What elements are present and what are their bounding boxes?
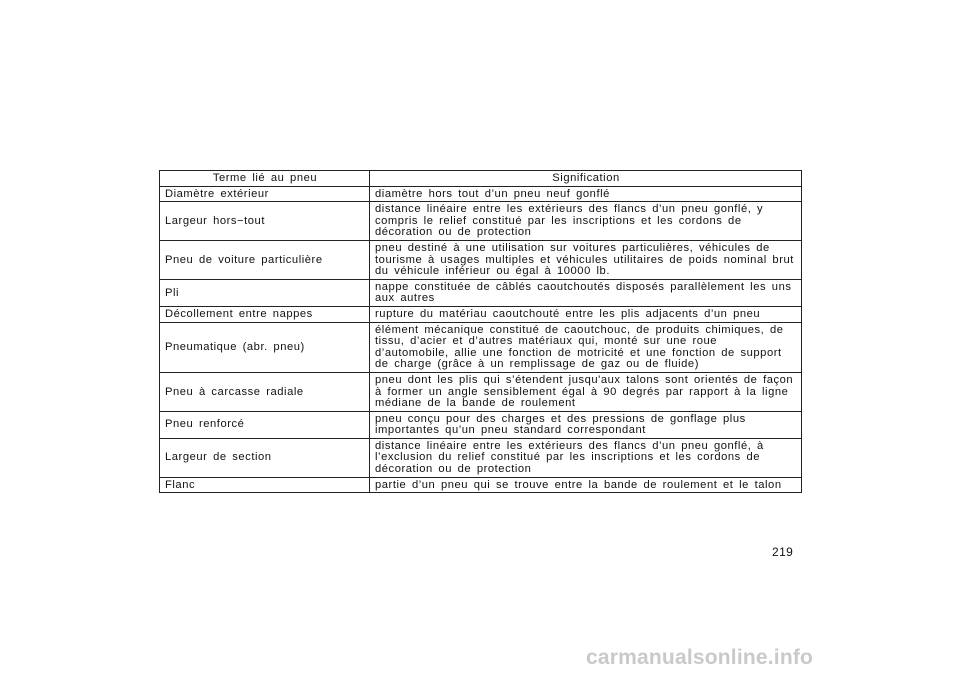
meaning-column-header: Signification — [370, 171, 802, 187]
tire-terms-table — [159, 170, 802, 493]
meaning-line: rupture du matériau caoutchouté entre les plis adjacents d’un pneu — [375, 307, 761, 320]
meaning-line: tissu, d’acier et d’autres matériaux qui, monté sur une roue — [375, 335, 718, 348]
term-cell: Pli — [160, 279, 370, 306]
meaning-line: nappe constituée de câblés caoutchoutés disposés parallèlement les uns — [375, 280, 792, 293]
meaning-line: à former un angle sensiblement égal à 90 degrés par rapport à la ligne — [375, 385, 789, 398]
meaning-line: d’automobile, allie une fonction de motricité et une fonction de support — [375, 346, 782, 359]
term-cell: Flanc — [160, 477, 370, 493]
table-row — [160, 477, 802, 493]
meaning-cell — [370, 477, 802, 493]
term-cell: Largeur de section — [160, 438, 370, 477]
meaning-line: distance linéaire entre les extérieurs des flancs d’un pneu gonflé, y — [375, 203, 764, 216]
meaning-line: pneu conçu pour des charges et des pressions de gonflage plus — [375, 412, 746, 425]
table-row — [160, 240, 802, 279]
meaning-line: pneu destiné à une utilisation sur voitures particulières, véhicules de — [375, 241, 770, 254]
watermark: carmanualsonline.info — [586, 646, 814, 669]
meaning-line: l’exclusion du relief constitué par les inscriptions et les cordons de — [375, 451, 760, 464]
term-cell: Pneu de voiture particulière — [160, 240, 370, 279]
meaning-cell — [370, 202, 802, 241]
term-cell: Pneumatique (abr. pneu) — [160, 322, 370, 372]
meaning-line: diamètre hors tout d’un pneu neuf gonflé — [375, 187, 610, 200]
meaning-cell — [370, 186, 802, 202]
meaning-cell — [370, 411, 802, 438]
table-row — [160, 372, 802, 411]
term-cell: Pneu à carcasse radiale — [160, 372, 370, 411]
meaning-cell — [370, 240, 802, 279]
table-row — [160, 306, 802, 322]
meaning-line: aux autres — [375, 292, 435, 305]
table-row — [160, 186, 802, 202]
meaning-line: décoration ou de protection — [375, 226, 532, 239]
table-header-row — [160, 171, 802, 187]
table-row — [160, 411, 802, 438]
table-row — [160, 202, 802, 241]
term-cell: Pneu renforcé — [160, 411, 370, 438]
table-row — [160, 322, 802, 372]
meaning-line: pneu dont les plis qui s’étendent jusqu'aux talons sont orientés de façon — [375, 373, 794, 386]
meaning-cell — [370, 306, 802, 322]
meaning-line: décoration ou de protection — [375, 463, 532, 476]
meaning-line: médiane de la bande de roulement — [375, 397, 576, 410]
meaning-cell — [370, 438, 802, 477]
meaning-line: élément mécanique constitué de caoutchouc, de produits chimiques, de — [375, 323, 784, 336]
meaning-cell — [370, 322, 802, 372]
meaning-line: tourisme à usages multiples et véhicules utilitaires de poids nominal brut — [375, 253, 794, 266]
page-number: 219 — [772, 545, 794, 559]
meaning-cell — [370, 372, 802, 411]
meaning-line: partie d’un pneu qui se trouve entre la bande de roulement et le talon — [375, 478, 782, 491]
meaning-line: distance linéaire entre les extérieurs des flancs d’un pneu gonflé, à — [375, 439, 764, 452]
term-cell: Largeur hors−tout — [160, 202, 370, 241]
table-row — [160, 438, 802, 477]
meaning-line: importantes qu’un pneu standard correspondant — [375, 424, 646, 437]
term-column-header: Terme lié au pneu — [160, 171, 370, 187]
term-cell: Diamètre extérieur — [160, 186, 370, 202]
term-cell: Décollement entre nappes — [160, 306, 370, 322]
meaning-cell — [370, 279, 802, 306]
table-row — [160, 279, 802, 306]
meaning-line: du véhicule inférieur ou égal à 10000 lb. — [375, 265, 610, 278]
meaning-line: compris le relief constitué par les inscriptions et les cordons de — [375, 214, 742, 227]
meaning-line: de charge (grâce à un remplissage de gaz ou de fluide) — [375, 358, 699, 371]
